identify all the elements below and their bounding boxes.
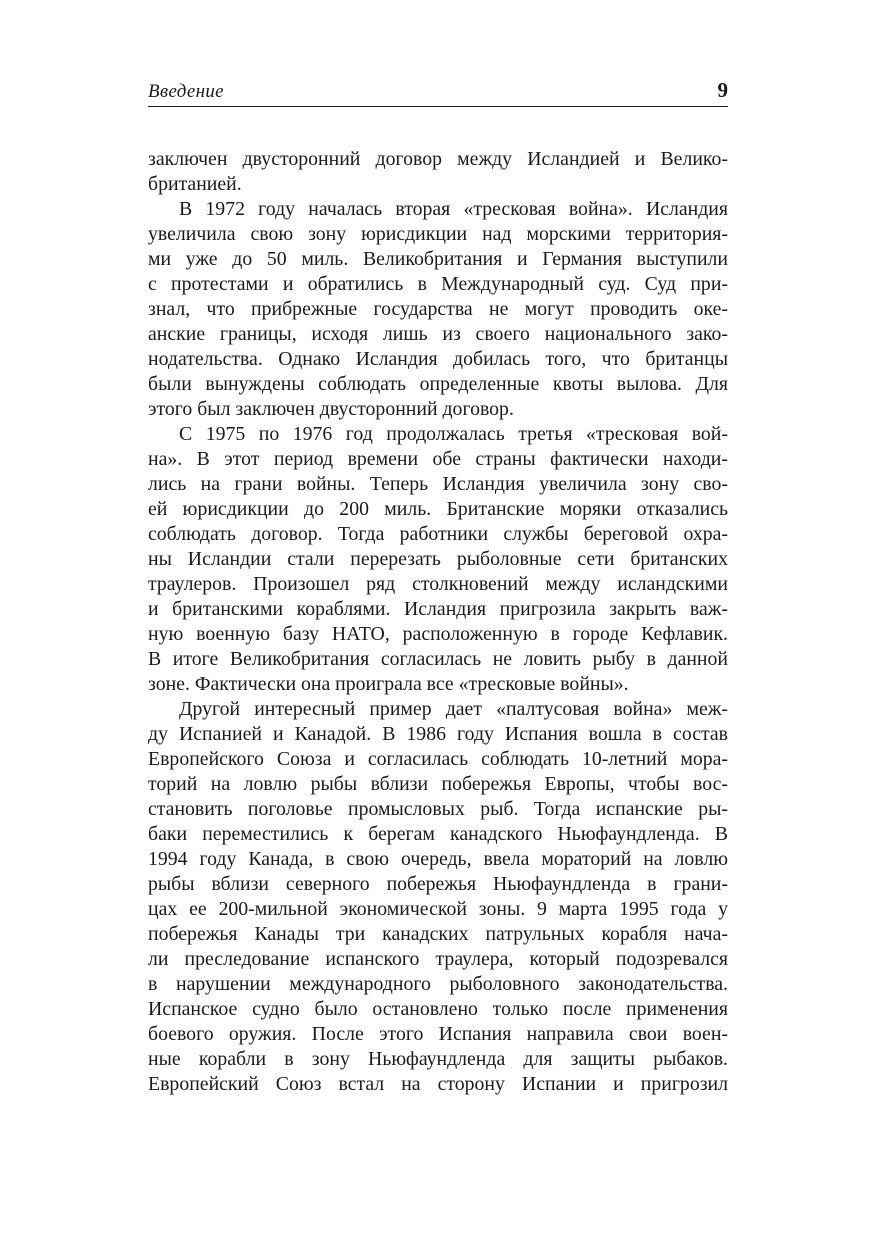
- text-line: рыбы вблизи северного побережья Ньюфаундленда в грани-: [148, 873, 728, 895]
- text-line: заключен двусторонний договор между Исландией и Велико-: [148, 148, 728, 170]
- text-line: нодательства. Однако Исландия добилась того, что британцы: [148, 348, 728, 370]
- text-line: на». В этот период времени обе страны фактически находи-: [148, 448, 728, 470]
- text-line: побережья Канады три канадских патрульных корабля нача-: [148, 923, 728, 945]
- text-line: цах ее 200-мильной экономической зоны. 9 марта 1995 года у: [148, 898, 728, 920]
- page-number: 9: [717, 78, 728, 102]
- text-line: британией.: [148, 173, 242, 195]
- text-line: ду Испанией и Канадой. В 1986 году Испания вошла в состав: [148, 723, 728, 745]
- text-line: в нарушении международного рыболовного законодательства.: [148, 973, 728, 995]
- paragraph: [148, 197, 728, 422]
- text-line: ную военную базу НАТО, расположенную в городе Кефлавик.: [148, 623, 728, 645]
- text-line: Испанское судно было остановлено только после применения: [148, 998, 728, 1020]
- text-line: С 1975 по 1976 год продолжалась третья «тресковая вой-: [179, 423, 728, 445]
- text-line: В 1972 году началась вторая «тресковая война». Исландия: [179, 198, 728, 220]
- text-line: Другой интересный пример дает «палтусовая война» меж-: [179, 698, 728, 720]
- text-line: ные корабли в зону Ньюфаундленда для защиты рыбаков.: [148, 1048, 728, 1070]
- text-line: Европейский Союз встал на сторону Испании и пригрозил: [148, 1073, 728, 1095]
- paragraph: [148, 422, 728, 697]
- paragraph: [148, 697, 728, 1097]
- text-line: В итоге Великобритания согласилась не ловить рыбу в данной: [148, 648, 728, 670]
- text-line: ны Исландии стали перерезать рыболовные сети британских: [148, 548, 728, 570]
- text-line: были вынуждены соблюдать определенные квоты вылова. Для: [148, 373, 728, 395]
- text-line: становить поголовье промысловых рыб. Тогда испанские ры-: [148, 798, 728, 820]
- text-line: лись на грани войны. Теперь Исландия увеличила зону сво-: [148, 473, 728, 495]
- text-line: знал, что прибрежные государства не могут проводить оке-: [148, 298, 728, 320]
- text-line: 1994 году Канада, в свою очередь, ввела мораторий на ловлю: [148, 848, 728, 870]
- text-line: торий на ловлю рыбы вблизи побережья Европы, чтобы вос-: [148, 773, 728, 795]
- text-line: баки переместились к берегам канадского Ньюфаундленда. В: [148, 823, 728, 845]
- text-line: увеличила свою зону юрисдикции над морскими территория-: [148, 223, 728, 245]
- text-line: ли преследование испанского траулера, который подозревался: [148, 948, 728, 970]
- body-text: [148, 147, 728, 1097]
- running-title: Введение: [148, 81, 224, 102]
- text-line: и британскими кораблями. Исландия пригрозила закрыть важ-: [148, 598, 728, 620]
- text-line: анские границы, исходя лишь из своего национального зако-: [148, 323, 728, 345]
- text-line: траулеров. Произошел ряд столкновений между исландскими: [148, 573, 728, 595]
- page-header: [148, 78, 728, 107]
- text-line: боевого оружия. После этого Испания направила свои воен-: [148, 1023, 728, 1045]
- text-line: соблюдать договор. Тогда работники службы береговой охра-: [148, 523, 728, 545]
- text-line: ми уже до 50 миль. Великобритания и Германия выступили: [148, 248, 728, 270]
- paragraph: [148, 147, 728, 197]
- text-line: зоне. Фактически она проиграла все «тресковые войны».: [148, 673, 629, 695]
- text-line: этого был заключен двусторонний договор.: [148, 398, 514, 420]
- text-line: Европейского Союза и согласилась соблюдать 10-летний мора-: [148, 748, 728, 770]
- text-line: ей юрисдикции до 200 миль. Британские моряки отказались: [148, 498, 728, 520]
- text-line: с протестами и обратились в Международный суд. Суд при-: [148, 273, 728, 295]
